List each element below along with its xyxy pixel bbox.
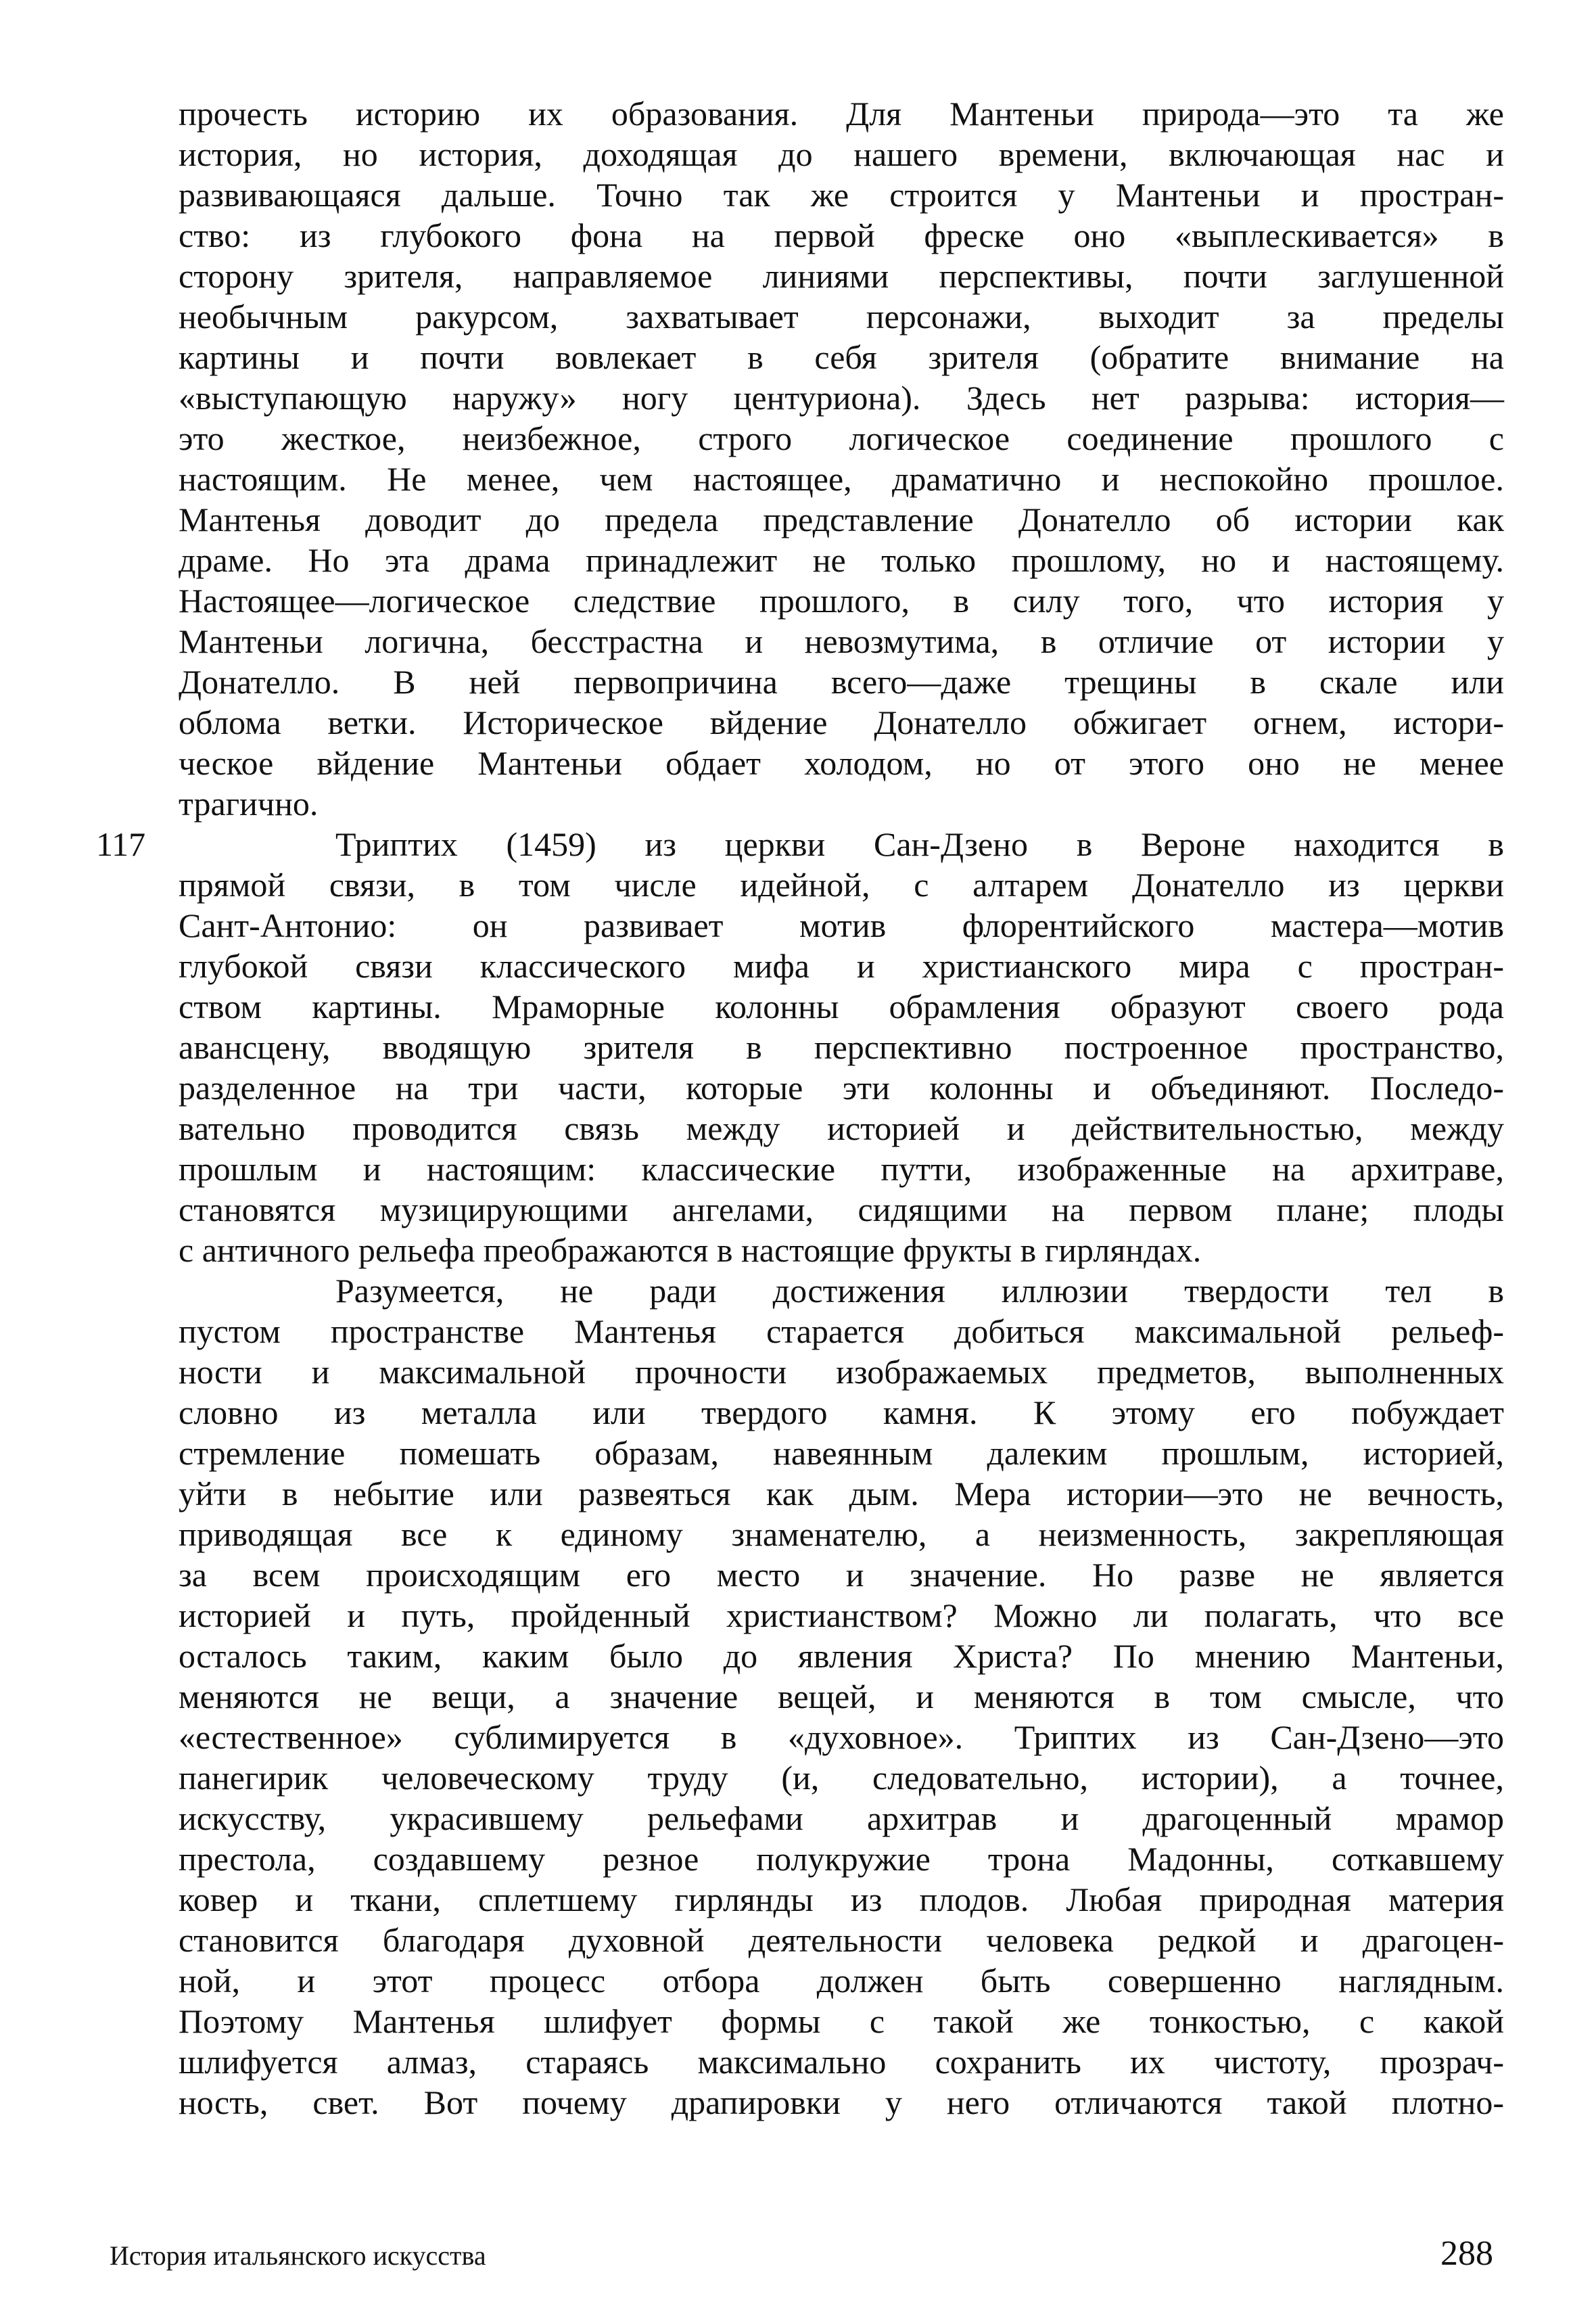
text-line: шлифуется алмаз, стараясь максимально сохранить их чистоту, прозрач- (179, 2043, 1504, 2081)
text-line: искусству, украсившему рельефами архитрав и драгоценный мрамор (179, 1799, 1504, 1837)
text-line: это жесткое, неизбежное, строго логическое соединение прошлого с (179, 419, 1504, 457)
text-line: облома ветки. Историческое вйдение Донателло обжигает огнем, истори- (179, 703, 1504, 741)
text-line: Триптих (1459) из церкви Сан-Дзено в Вероне находится в (335, 825, 1504, 863)
text-line: Настоящее—логическое следствие прошлого, в силу того, что история у (179, 582, 1504, 620)
text-line: необычным ракурсом, захватывает персонажи, выходит за пределы (179, 298, 1504, 336)
text-line: престола, создавшему резное полукружие трона Мадонны, соткавшему (179, 1840, 1504, 1878)
text-line: глубокой связи классического мифа и христианского мира с простран- (179, 947, 1504, 985)
text-line: развивающаяся дальше. Точно так же строится у Мантеньи и простран- (179, 176, 1504, 214)
text-line: уйти в небытие или развеяться как дым. Мера истории—это не вечность, (179, 1475, 1504, 1513)
text-line: прочесть историю их образования. Для Мантеньи природа—это та же (179, 95, 1504, 133)
text-line: разделенное на три части, которые эти колонны и объединяют. Последо- (179, 1069, 1504, 1107)
text-line: «выступающую наружу» ногу центуриона). Здесь нет разрыва: история— (179, 379, 1504, 417)
text-line: сторону зрителя, направляемое линиями перспективы, почти заглушенной (179, 257, 1504, 295)
text-line: Поэтому Мантенья шлифует формы с такой же тонкостью, с какой (179, 2002, 1504, 2040)
text-line: ковер и ткани, сплетшему гирлянды из плодов. Любая природная материя (179, 1880, 1504, 1918)
text-line: авансцену, вводящую зрителя в перспективно построенное пространство, (179, 1028, 1504, 1066)
text-line: с античного рельефа преображаются в настоящие фрукты в гирляндах. (179, 1231, 1202, 1269)
text-line: ством картины. Мраморные колонны обрамления образуют своего рода (179, 988, 1504, 1025)
text-line: меняются не вещи, а значение вещей, и меняются в том смысле, что (179, 1678, 1504, 1715)
text-line: Мантенья доводит до предела представление Донателло об истории как (179, 501, 1504, 538)
text-line: стремление помешать образам, навеянным далеким прошлым, историей, (179, 1434, 1504, 1472)
text-line: осталось таким, каким было до явления Христа? По мнению Мантеньи, (179, 1637, 1504, 1675)
text-line: за всем происходящим его место и значение. Но разве не является (179, 1556, 1504, 1594)
text-line: «естественное» сублимируется в «духовное». Триптих из Сан-Дзено—это (179, 1718, 1504, 1756)
text-line: Разумеется, не ради достижения иллюзии твердости тел в (335, 1272, 1504, 1310)
page-number: 288 (1440, 2234, 1493, 2273)
text-line: прошлым и настоящим: классические путти, изображенные на архитраве, (179, 1150, 1504, 1188)
text-line: панегирик человеческому труду (и, следовательно, истории), а точнее, (179, 1759, 1504, 1797)
text-line: прямой связи, в том числе идейной, с алтарем Донателло из церкви (179, 866, 1504, 904)
text-line: Сант-Антонио: он развивает мотив флорентийского мастера—мотив (179, 906, 1504, 944)
text-line: ность, свет. Вот почему драпировки у него отличаются такой плотно- (179, 2083, 1504, 2121)
text-line: становится благодаря духовной деятельности человека редкой и драгоцен- (179, 1921, 1504, 1959)
text-line: картины и почти вовлекает в себя зрителя (обратите внимание на (179, 338, 1504, 376)
margin-figure-number: 117 (96, 825, 146, 863)
running-footer-title: История итальянского искусства (110, 2240, 486, 2271)
text-line: историей и путь, пройденный христианством? Можно ли полагать, что все (179, 1596, 1504, 1634)
text-line: становятся музицирующими ангелами, сидящими на первом плане; плоды (179, 1191, 1504, 1228)
text-line: ной, и этот процесс отбора должен быть совершенно наглядным. (179, 1962, 1504, 2000)
text-line: история, но история, доходящая до нашего времени, включающая нас и (179, 135, 1504, 173)
body-text (179, 93, 1504, 2123)
text-line: пустом пространстве Мантенья старается добиться максимальной рельеф- (179, 1312, 1504, 1350)
text-line: настоящим. Не менее, чем настоящее, драматично и неспокойно прошлое. (179, 460, 1504, 498)
text-line: словно из металла или твердого камня. К этому его побуждает (179, 1393, 1504, 1431)
text-line: вательно проводится связь между историей и действительностью, между (179, 1109, 1504, 1147)
text-line: трагично. (179, 785, 319, 823)
text-line: Донателло. В ней первопричина всего—даже трещины в скале или (179, 663, 1504, 701)
text-line: ство: из глубокого фона на первой фреске оно «выплескивается» в (179, 216, 1504, 254)
text-line: ческое вйдение Мантеньи обдает холодом, но от этого оно не менее (179, 744, 1504, 782)
text-line: приводящая все к единому знаменателю, а неизменность, закрепляющая (179, 1515, 1504, 1553)
text-line: Мантеньи логична, бесстрастна и невозмутима, в отличие от истории у (179, 622, 1504, 660)
text-line: драме. Но эта драма принадлежит не только прошлому, но и настоящему. (179, 541, 1504, 579)
text-line: ности и максимальной прочности изображаемых предметов, выполненных (179, 1353, 1504, 1391)
